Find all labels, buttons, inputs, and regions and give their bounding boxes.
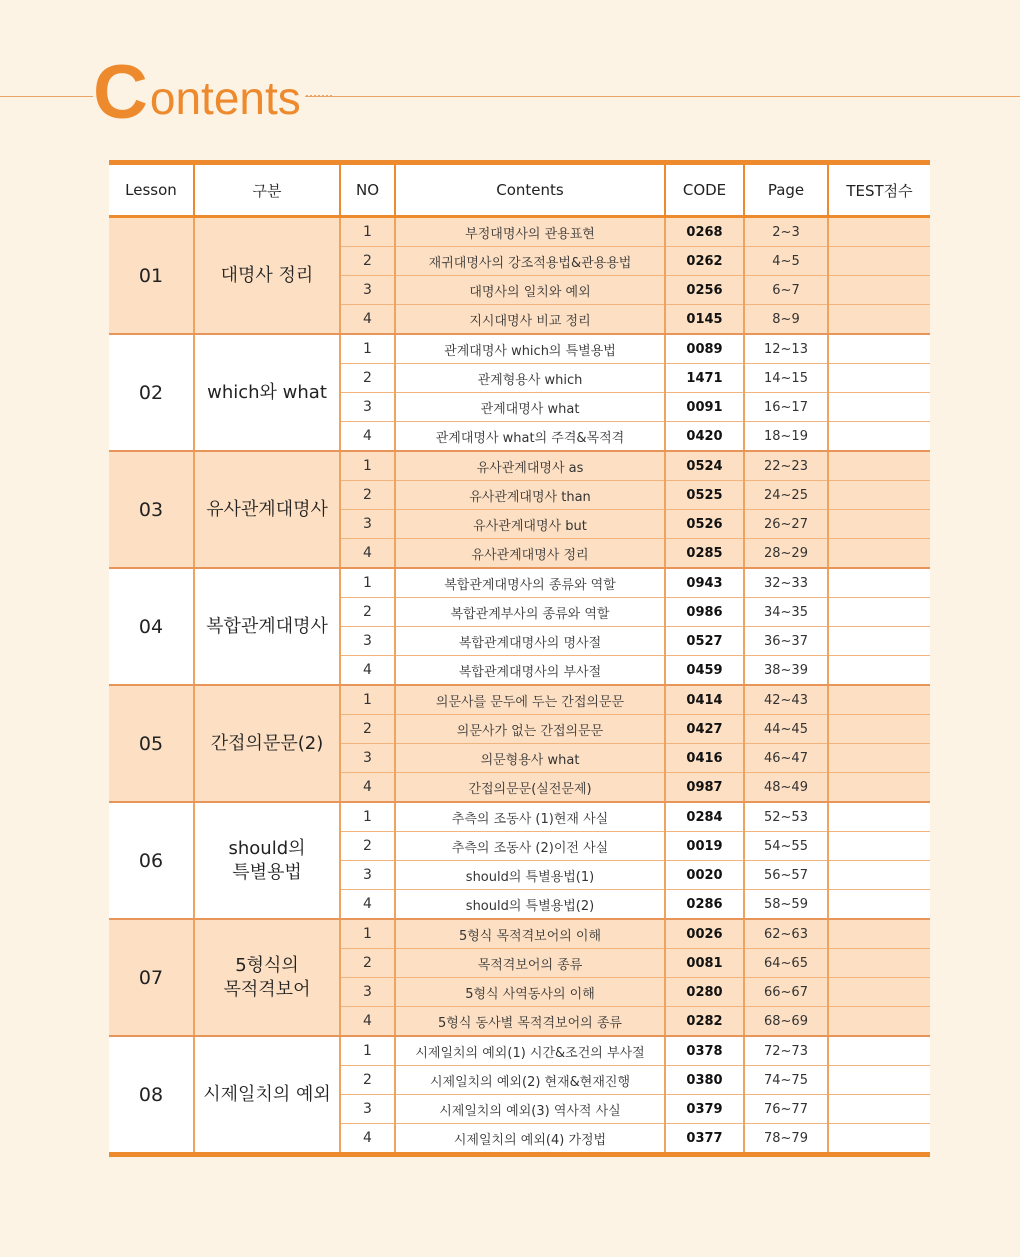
row-no: 2	[340, 598, 395, 627]
lesson-category-line: 간접의문문(2)	[210, 732, 324, 754]
row-test-score[interactable]	[828, 1036, 930, 1066]
row-test-score[interactable]	[828, 568, 930, 598]
row-code: 0378	[665, 1036, 744, 1066]
row-no: 2	[340, 949, 395, 978]
lesson-category	[194, 1036, 340, 1155]
lesson-category	[194, 802, 340, 919]
row-test-score[interactable]	[828, 744, 930, 773]
row-content: 대명사의 일치와 예외	[395, 276, 665, 305]
row-content: 유사관계대명사 than	[395, 481, 665, 510]
row-test-score[interactable]	[828, 1066, 930, 1095]
row-page: 52~53	[744, 802, 828, 832]
row-content: 복합관계부사의 종류와 역할	[395, 598, 665, 627]
row-page: 22~23	[744, 451, 828, 481]
row-code: 0525	[665, 481, 744, 510]
row-code: 0420	[665, 422, 744, 452]
row-code: 0414	[665, 685, 744, 715]
row-code: 0268	[665, 217, 744, 247]
row-test-score[interactable]	[828, 656, 930, 686]
lesson-category	[194, 334, 340, 451]
lesson-category	[194, 685, 340, 802]
row-content: 복합관계대명사의 명사절	[395, 627, 665, 656]
row-no: 2	[340, 715, 395, 744]
row-content: 추측의 조동사 (2)이전 사실	[395, 832, 665, 861]
lesson-category-line: 목적격보어	[223, 978, 311, 1000]
row-page: 6~7	[744, 276, 828, 305]
row-page: 8~9	[744, 305, 828, 335]
row-code: 0026	[665, 919, 744, 949]
row-no: 1	[340, 217, 395, 247]
row-code: 0986	[665, 598, 744, 627]
header-test-score: TEST점수	[828, 163, 930, 217]
row-content: 관계형용사 which	[395, 364, 665, 393]
row-no: 1	[340, 568, 395, 598]
table-body	[109, 217, 930, 1155]
row-test-score[interactable]	[828, 1007, 930, 1037]
table-row	[109, 217, 930, 247]
row-page: 2~3	[744, 217, 828, 247]
row-content: 유사관계대명사 정리	[395, 539, 665, 569]
row-no: 3	[340, 393, 395, 422]
row-content: 의문사가 없는 간접의문문	[395, 715, 665, 744]
row-code: 0379	[665, 1095, 744, 1124]
row-content: 5형식 사역동사의 이해	[395, 978, 665, 1007]
row-no: 3	[340, 510, 395, 539]
row-code: 0286	[665, 890, 744, 920]
lesson-number: 03	[109, 451, 194, 568]
row-page: 46~47	[744, 744, 828, 773]
row-page: 38~39	[744, 656, 828, 686]
row-content: 관계대명사 what의 주격&목적격	[395, 422, 665, 452]
row-no: 3	[340, 978, 395, 1007]
header-page: Page	[744, 163, 828, 217]
row-code: 0280	[665, 978, 744, 1007]
row-page: 78~79	[744, 1124, 828, 1155]
lesson-number: 01	[109, 217, 194, 335]
row-page: 66~67	[744, 978, 828, 1007]
row-test-score[interactable]	[828, 451, 930, 481]
table-row	[109, 451, 930, 481]
lesson-category-line: 유사관계대명사	[206, 498, 328, 520]
row-page: 28~29	[744, 539, 828, 569]
row-page: 44~45	[744, 715, 828, 744]
row-code: 0527	[665, 627, 744, 656]
row-test-score[interactable]	[828, 393, 930, 422]
row-page: 12~13	[744, 334, 828, 364]
row-code: 0380	[665, 1066, 744, 1095]
row-content: should의 특별용법(2)	[395, 890, 665, 920]
row-test-score[interactable]	[828, 627, 930, 656]
header-no: NO	[340, 163, 395, 217]
row-content: 간접의문문(실전문제)	[395, 773, 665, 803]
lesson-number: 07	[109, 919, 194, 1036]
row-no: 1	[340, 685, 395, 715]
row-code: 0416	[665, 744, 744, 773]
row-page: 42~43	[744, 685, 828, 715]
page-title	[93, 50, 305, 135]
row-no: 3	[340, 744, 395, 773]
header-category: 구분	[194, 163, 340, 217]
lesson-number: 08	[109, 1036, 194, 1155]
row-page: 72~73	[744, 1036, 828, 1066]
row-code: 0020	[665, 861, 744, 890]
lesson-category-line: 5형식의	[235, 954, 299, 976]
row-page: 4~5	[744, 247, 828, 276]
row-test-score[interactable]	[828, 685, 930, 715]
row-code: 0282	[665, 1007, 744, 1037]
row-content: 복합관계대명사의 부사절	[395, 656, 665, 686]
row-test-score[interactable]	[828, 422, 930, 452]
row-code: 0019	[665, 832, 744, 861]
row-test-score[interactable]	[828, 481, 930, 510]
row-content: 복합관계대명사의 종류와 역할	[395, 568, 665, 598]
row-no: 1	[340, 1036, 395, 1066]
header-code: CODE	[665, 163, 744, 217]
row-page: 76~77	[744, 1095, 828, 1124]
title-dots	[306, 95, 332, 97]
row-content: 지시대명사 비교 정리	[395, 305, 665, 335]
row-no: 2	[340, 481, 395, 510]
row-content: 재귀대명사의 강조적용법&관용용법	[395, 247, 665, 276]
row-no: 2	[340, 1066, 395, 1095]
row-page: 74~75	[744, 1066, 828, 1095]
row-content: 5형식 목적격보어의 이해	[395, 919, 665, 949]
row-content: 시제일치의 예외(3) 역사적 사실	[395, 1095, 665, 1124]
row-test-score[interactable]	[828, 364, 930, 393]
row-code: 0526	[665, 510, 744, 539]
row-code: 0145	[665, 305, 744, 335]
row-no: 2	[340, 247, 395, 276]
row-test-score[interactable]	[828, 919, 930, 949]
row-test-score[interactable]	[828, 598, 930, 627]
row-page: 32~33	[744, 568, 828, 598]
row-content: 의문사를 문두에 두는 간접의문문	[395, 685, 665, 715]
row-no: 2	[340, 364, 395, 393]
row-page: 18~19	[744, 422, 828, 452]
row-no: 1	[340, 334, 395, 364]
row-code: 0427	[665, 715, 744, 744]
table-row	[109, 802, 930, 832]
row-test-score[interactable]	[828, 305, 930, 335]
lesson-category-line: should의	[228, 837, 306, 859]
lesson-category-line: 복합관계대명사	[206, 615, 328, 637]
row-test-score[interactable]	[828, 1124, 930, 1155]
table-row	[109, 685, 930, 715]
row-code: 0284	[665, 802, 744, 832]
row-no: 4	[340, 1124, 395, 1155]
row-code: 0459	[665, 656, 744, 686]
row-test-score[interactable]	[828, 861, 930, 890]
row-page: 26~27	[744, 510, 828, 539]
row-test-score[interactable]	[828, 247, 930, 276]
row-page: 68~69	[744, 1007, 828, 1037]
table-row	[109, 568, 930, 598]
row-content: 부정대명사의 관용표현	[395, 217, 665, 247]
row-page: 64~65	[744, 949, 828, 978]
row-test-score[interactable]	[828, 890, 930, 920]
row-no: 4	[340, 539, 395, 569]
row-no: 3	[340, 276, 395, 305]
row-page: 24~25	[744, 481, 828, 510]
row-no: 4	[340, 890, 395, 920]
lesson-category	[194, 919, 340, 1036]
row-content: 시제일치의 예외(1) 시간&조건의 부사절	[395, 1036, 665, 1066]
title-rest: ontents	[149, 72, 301, 124]
lesson-category-line: 대명사 정리	[220, 264, 314, 286]
row-no: 4	[340, 422, 395, 452]
row-test-score[interactable]	[828, 802, 930, 832]
lesson-number: 05	[109, 685, 194, 802]
title-first-letter: C	[93, 50, 148, 135]
row-no: 1	[340, 451, 395, 481]
lesson-category-line: 특별용법	[232, 861, 302, 883]
row-no: 3	[340, 861, 395, 890]
table-row	[109, 1036, 930, 1066]
contents-table	[109, 160, 930, 1157]
row-page: 14~15	[744, 364, 828, 393]
row-no: 3	[340, 1095, 395, 1124]
row-content: 의문형용사 what	[395, 744, 665, 773]
row-code: 0943	[665, 568, 744, 598]
row-no: 1	[340, 802, 395, 832]
row-content: 시제일치의 예외(2) 현재&현재진행	[395, 1066, 665, 1095]
row-page: 58~59	[744, 890, 828, 920]
row-content: 유사관계대명사 but	[395, 510, 665, 539]
row-test-score[interactable]	[828, 949, 930, 978]
row-test-score[interactable]	[828, 832, 930, 861]
row-code: 0262	[665, 247, 744, 276]
lesson-number: 04	[109, 568, 194, 685]
row-content: 관계대명사 which의 특별용법	[395, 334, 665, 364]
row-page: 36~37	[744, 627, 828, 656]
row-page: 56~57	[744, 861, 828, 890]
row-page: 62~63	[744, 919, 828, 949]
row-test-score[interactable]	[828, 539, 930, 569]
row-page: 54~55	[744, 832, 828, 861]
row-page: 34~35	[744, 598, 828, 627]
header-row	[109, 163, 930, 217]
table-row	[109, 919, 930, 949]
row-code: 0256	[665, 276, 744, 305]
lesson-category	[194, 568, 340, 685]
row-code: 1471	[665, 364, 744, 393]
row-code: 0091	[665, 393, 744, 422]
header-contents: Contents	[395, 163, 665, 217]
row-test-score[interactable]	[828, 276, 930, 305]
row-code: 0377	[665, 1124, 744, 1155]
row-content: 관계대명사 what	[395, 393, 665, 422]
row-code: 0081	[665, 949, 744, 978]
lesson-category-line: 시제일치의 예외	[203, 1083, 331, 1105]
row-test-score[interactable]	[828, 978, 930, 1007]
row-content: 유사관계대명사 as	[395, 451, 665, 481]
row-test-score[interactable]	[828, 510, 930, 539]
lesson-category	[194, 451, 340, 568]
row-no: 1	[340, 919, 395, 949]
row-content: 시제일치의 예외(4) 가정법	[395, 1124, 665, 1155]
row-code: 0089	[665, 334, 744, 364]
row-no: 2	[340, 832, 395, 861]
row-page: 48~49	[744, 773, 828, 803]
row-no: 4	[340, 656, 395, 686]
lesson-category-line: which와 what	[207, 381, 327, 403]
row-no: 4	[340, 773, 395, 803]
lesson-number: 06	[109, 802, 194, 919]
row-page: 16~17	[744, 393, 828, 422]
row-content: 5형식 동사별 목적격보어의 종류	[395, 1007, 665, 1037]
header-lesson: Lesson	[109, 163, 194, 217]
row-test-score[interactable]	[828, 773, 930, 803]
row-code: 0285	[665, 539, 744, 569]
row-test-score[interactable]	[828, 334, 930, 364]
lesson-number: 02	[109, 334, 194, 451]
row-code: 0524	[665, 451, 744, 481]
row-code: 0987	[665, 773, 744, 803]
row-no: 4	[340, 1007, 395, 1037]
row-no: 4	[340, 305, 395, 335]
lesson-category	[194, 217, 340, 335]
row-test-score[interactable]	[828, 1095, 930, 1124]
row-test-score[interactable]	[828, 715, 930, 744]
row-content: 목적격보어의 종류	[395, 949, 665, 978]
table-row	[109, 334, 930, 364]
row-test-score[interactable]	[828, 217, 930, 247]
row-content: 추측의 조동사 (1)현재 사실	[395, 802, 665, 832]
row-content: should의 특별용법(1)	[395, 861, 665, 890]
row-no: 3	[340, 627, 395, 656]
